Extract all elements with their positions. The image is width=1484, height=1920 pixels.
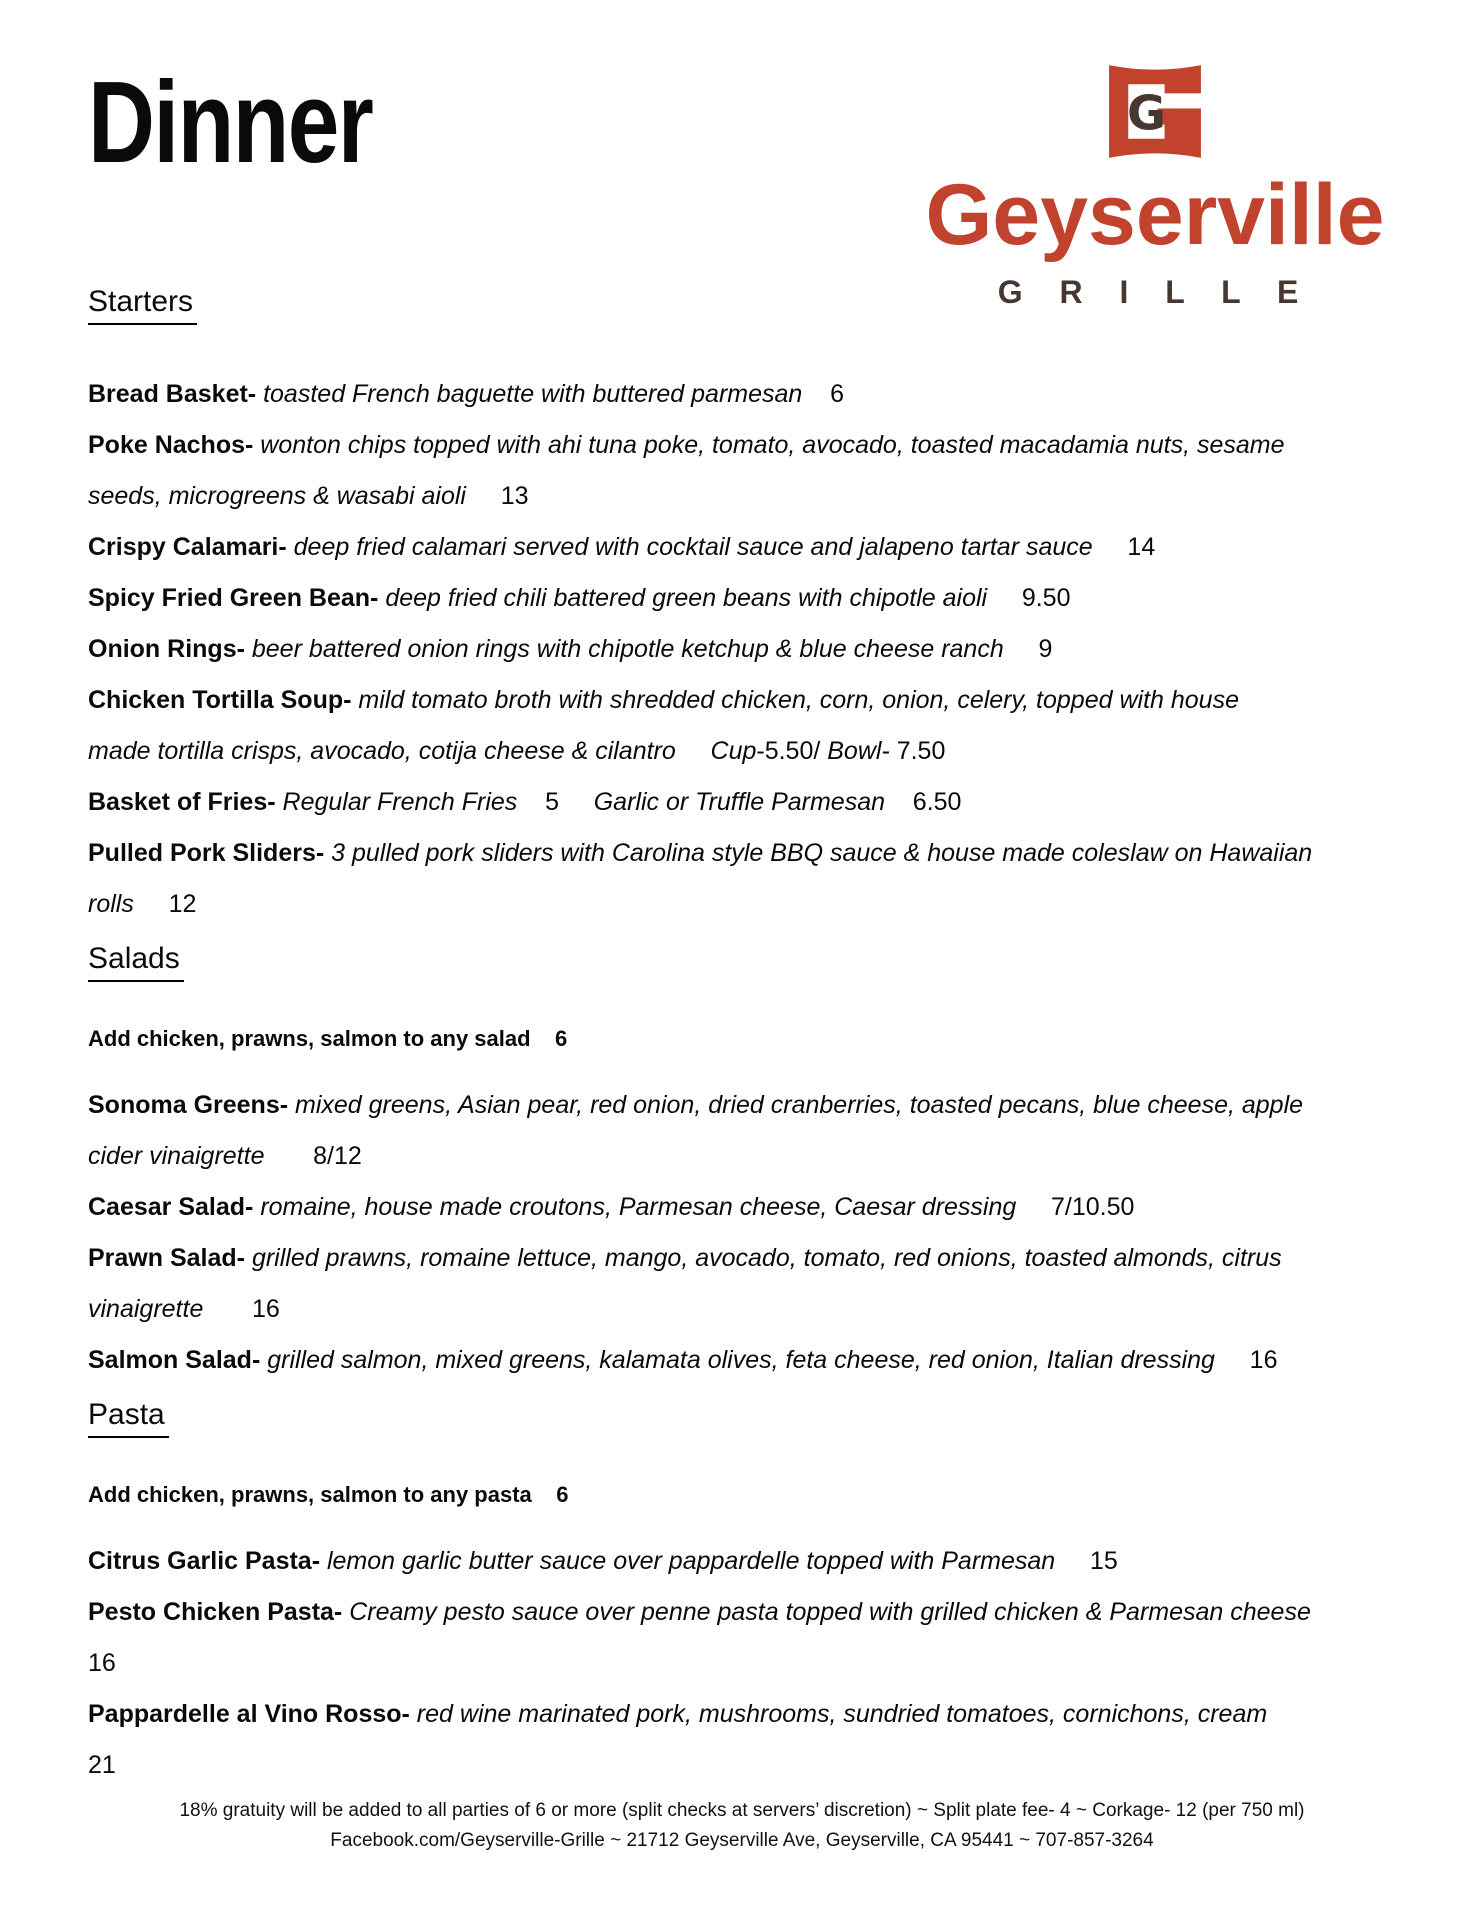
item-description: red wine marinated pork, mushrooms, sundried tomatoes, cornichons, cream — [409, 1700, 1268, 1728]
item-description: 3 pulled pork sliders with Carolina style BBQ sauce & house made coleslaw on Hawaiian — [324, 839, 1313, 867]
item-name: Spicy Fried Green Bean- — [88, 584, 379, 612]
section-heading — [88, 942, 1388, 982]
menu-item — [88, 522, 1388, 573]
item-description: romaine, house made croutons, Parmesan cheese, Caesar dressing — [253, 1193, 1017, 1221]
section-heading — [88, 1398, 1388, 1438]
item-description: made tortilla crisps, avocado, cotija cheese & cilantro — [88, 737, 676, 765]
page-footer — [0, 1796, 1484, 1856]
menu-item — [88, 420, 1388, 522]
logo-badge-g-icon — [1101, 57, 1209, 166]
item-name: Pesto Chicken Pasta- — [88, 1598, 343, 1626]
section-add-on-note: Add chicken, prawns, salmon to any pasta 6 — [88, 1482, 569, 1507]
menu-item — [88, 675, 1388, 777]
item-description: Creamy pesto sauce over penne pasta topped with grilled chicken & Parmesan cheese — [342, 1598, 1311, 1626]
menu-sections — [0, 285, 1484, 1791]
item-name: Caesar Salad- — [88, 1193, 254, 1221]
menu-section-pasta — [88, 1398, 1388, 1791]
item-name: Salmon Salad- — [88, 1346, 261, 1374]
item-price: 9.50 — [987, 584, 1071, 612]
menu-item — [88, 1689, 1388, 1791]
item-price: 7.50 — [889, 737, 946, 765]
item-description: Cup — [675, 737, 757, 765]
item-description: rolls — [88, 890, 134, 918]
item-name: Basket of Fries- — [88, 788, 276, 816]
menu-item — [88, 828, 1388, 930]
menu-item — [88, 1587, 1388, 1689]
footer-gratuity-line: 18% gratuity will be added to all parties of 6 or more (split checks at servers’ discretion) ~ Split plate fee- 4 ~ Corkage- 12 (per 750 ml) — [179, 1800, 1305, 1821]
item-description: grilled prawns, romaine lettuce, mango, avocado, tomato, red onions, toasted almonds, citrus — [245, 1244, 1282, 1272]
item-price: 6 — [802, 380, 844, 408]
page-title: Dinner — [88, 57, 373, 187]
item-description: beer battered onion rings with chipotle ketchup & blue cheese ranch — [244, 635, 1004, 663]
menu-item — [88, 624, 1388, 675]
item-name: Sonoma Greens- — [88, 1091, 289, 1119]
section-heading-text: Starters — [88, 285, 197, 325]
item-price: 16 — [1214, 1346, 1278, 1374]
item-price: 12 — [133, 890, 197, 918]
item-price: 13 — [465, 482, 529, 510]
item-description: toasted French baguette with buttered parmesan — [256, 380, 803, 408]
logo-sub-brand-text: G R I L L E — [997, 274, 1313, 310]
item-price: 6.50 — [885, 788, 962, 816]
item-price: 16 — [203, 1295, 280, 1323]
item-price: 5 — [517, 788, 559, 816]
item-description: cider vinaigrette — [88, 1142, 265, 1170]
item-price: 7/10.50 — [1016, 1193, 1135, 1221]
item-description: deep fried calamari served with cocktail sauce and jalapeno tartar sauce — [286, 533, 1093, 561]
menu-item — [88, 573, 1388, 624]
section-heading-text: Pasta — [88, 1398, 169, 1438]
item-name: Onion Rings- — [88, 635, 245, 663]
item-name: Poke Nachos- — [88, 431, 254, 459]
item-description: mild tomato broth with shredded chicken, corn, onion, celery, topped with house — [351, 686, 1239, 714]
item-description: deep fried chili battered green beans with chipotle aioli — [378, 584, 988, 612]
item-description: lemon garlic butter sauce over pappardelle topped with Parmesan — [320, 1547, 1056, 1575]
item-description: Regular French Fries — [275, 788, 518, 816]
logo-badge-letter: G — [1126, 86, 1166, 142]
item-name: Citrus Garlic Pasta- — [88, 1547, 321, 1575]
section-heading-text: Salads — [88, 942, 184, 982]
item-description: grilled salmon, mixed greens, kalamata olives, feta cheese, red onion, Italian dressing — [260, 1346, 1215, 1374]
menu-section-starters — [88, 285, 1388, 930]
menu-item — [88, 1536, 1388, 1587]
item-description: Bowl- — [827, 737, 890, 765]
item-name: Chicken Tortilla Soup- — [88, 686, 352, 714]
menu-item — [88, 1182, 1388, 1233]
menu-section-salads — [88, 942, 1388, 1386]
item-price: 15 — [1055, 1547, 1118, 1575]
section-add-on-note: Add chicken, prawns, salmon to any salad 6 — [88, 1026, 568, 1051]
item-name: Pappardelle al Vino Rosso- — [88, 1700, 410, 1728]
item-description: wonton chips topped with ahi tuna poke, tomato, avocado, toasted macadamia nuts, sesame — [253, 431, 1285, 459]
item-name: Pulled Pork Sliders- — [88, 839, 325, 867]
menu-item — [88, 1080, 1388, 1182]
item-name: Bread Basket- — [88, 380, 257, 408]
item-price: 14 — [1092, 533, 1156, 561]
menu-item — [88, 1233, 1388, 1335]
footer-address-line: Facebook.com/Geyserville-Grille ~ 21712 Geyserville Ave, Geyserville, CA 95441 ~ 707-857-3264 — [330, 1830, 1154, 1851]
item-description: vinaigrette — [88, 1295, 204, 1323]
menu-item — [88, 369, 1388, 420]
restaurant-logo — [895, 57, 1415, 309]
menu-item — [88, 777, 1388, 828]
menu-item-list — [88, 1080, 1388, 1386]
item-price: -5.50/ — [756, 737, 828, 765]
item-price: 8/12 — [264, 1142, 362, 1170]
item-name: Crispy Calamari- — [88, 533, 287, 561]
logo-brand-text: Geyserville — [925, 167, 1385, 263]
item-price: 9 — [1003, 635, 1053, 663]
item-price: 21 — [88, 1751, 116, 1779]
item-description: Garlic or Truffle Parmesan — [559, 788, 886, 816]
item-description: mixed greens, Asian pear, red onion, dried cranberries, toasted pecans, blue cheese, apple — [288, 1091, 1304, 1119]
menu-item-list — [88, 1536, 1388, 1791]
item-price: 16 — [88, 1649, 116, 1677]
item-description: seeds, microgreens & wasabi aioli — [88, 482, 466, 510]
item-name: Prawn Salad- — [88, 1244, 245, 1272]
menu-item-list — [88, 369, 1388, 930]
menu-item — [88, 1335, 1388, 1386]
